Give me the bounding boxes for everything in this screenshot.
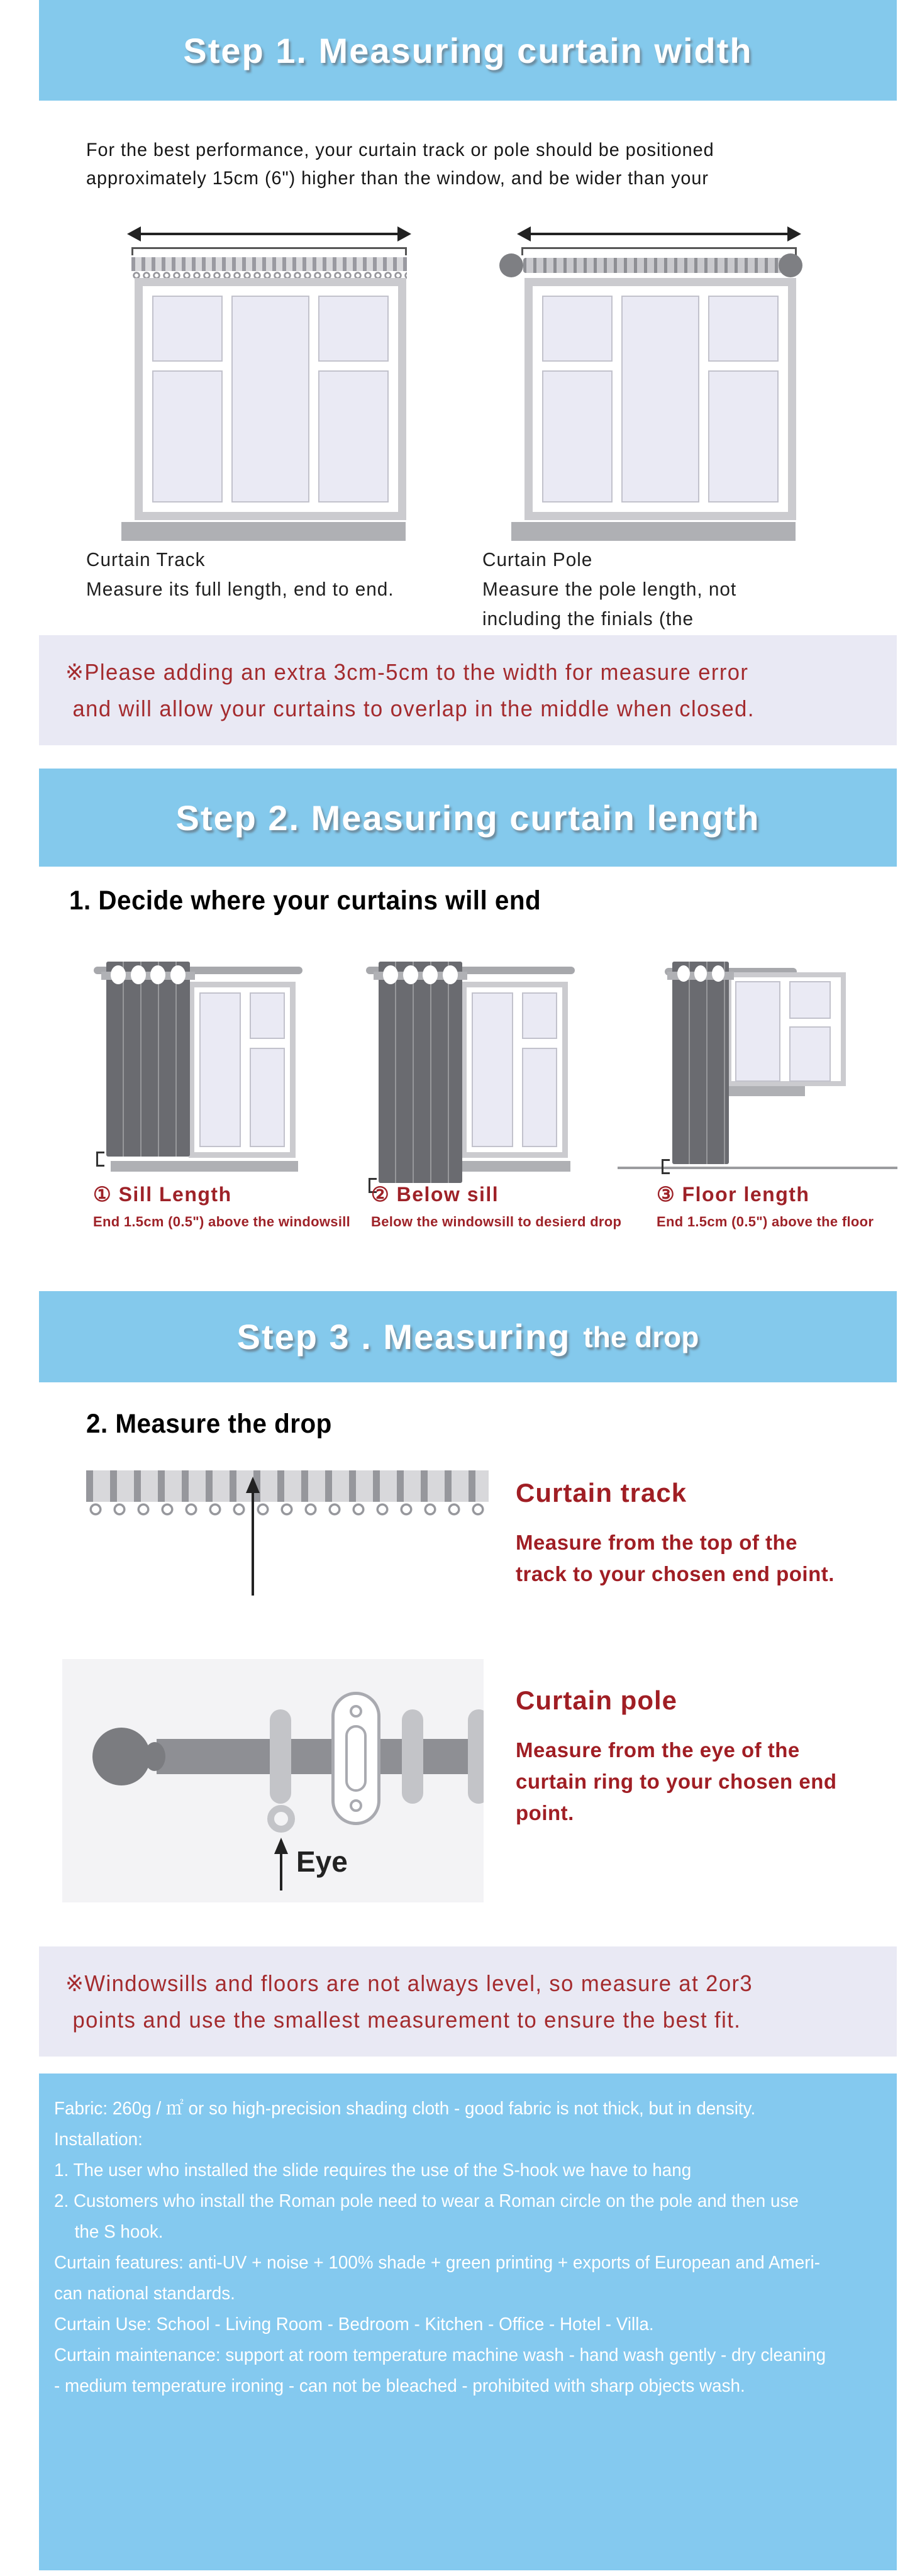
window-pane (318, 370, 389, 502)
window-pane (472, 992, 513, 1147)
curtain-ring (468, 1709, 484, 1804)
step2-heading: 1. Decide where your curtains will end (69, 886, 541, 916)
floor-length-caption (657, 1182, 874, 1230)
option-title: ③ Floor length (657, 1183, 810, 1206)
info-line: 2. Customers who install the Roman pole need to wear a Roman circle on the pole and then use (54, 2191, 799, 2211)
below-sill-diagram (363, 940, 634, 1179)
grommet (677, 965, 690, 982)
caption-line: including the finials (the (482, 608, 694, 630)
window-pane (250, 992, 285, 1039)
info-line: Curtain maintenance: support at room temperature machine wash - hand wash gently - dry cleaning (54, 2345, 826, 2365)
window-pane (621, 296, 699, 502)
pole-finial-left (499, 253, 523, 277)
grommet (694, 965, 707, 982)
window-illustration (135, 278, 406, 520)
grommet-row (106, 965, 190, 984)
caption-title: Curtain Track (86, 548, 206, 570)
pole-bar (157, 1739, 484, 1774)
window-illustration (461, 982, 568, 1158)
window-pane (318, 296, 389, 362)
step1-banner-title: Step 1. Measuring curtain width (183, 30, 753, 70)
step3-banner (39, 1291, 897, 1382)
wall-bracket (331, 1692, 380, 1825)
floor-line (618, 1167, 897, 1169)
window-pane (708, 296, 779, 362)
step3-heading: 2. Measure the drop (86, 1409, 332, 1439)
window-illustration (726, 972, 846, 1086)
note-line: and will allow your curtains to overlap in the middle when closed. (72, 695, 755, 721)
window-pane (152, 370, 223, 502)
option-title: ② Below sill (371, 1183, 499, 1206)
curtain-track-instructions (516, 1478, 835, 1590)
step1-banner (39, 0, 897, 101)
step2-banner-title: Step 2. Measuring curtain length (175, 797, 760, 838)
double-arrow-icon (130, 233, 409, 235)
pole-body (516, 1735, 837, 1829)
curtain (379, 962, 462, 1183)
grommet (423, 965, 438, 984)
window-illustration (524, 278, 796, 520)
note-line: ※Windowsills and floors are not always level, so measure at 2or3 (65, 1970, 753, 1996)
window-pane (708, 370, 779, 502)
info-line: Curtain features: anti-UV + noise + 100% shade + green printing + exports of European and Ameri- (54, 2253, 820, 2273)
grommet (383, 965, 398, 984)
caption-title: Curtain Pole (482, 548, 593, 570)
grommet (403, 965, 418, 984)
level-measure-note (39, 1946, 897, 2057)
caption-line: Measure the pole length, not (482, 578, 737, 600)
track-line: Measure from the top of the (516, 1531, 798, 1554)
ring-eye (267, 1805, 295, 1833)
step1-intro-text (86, 136, 740, 192)
info-line: Fabric: 260g / ㎡ or so high-precision shading cloth - good fabric is not thick, but in density. (54, 2099, 756, 2119)
step3-banner-title: Step 3 . Measuring (236, 1317, 571, 1357)
measurement-bracket (521, 247, 797, 255)
curtain-pole-illustration (62, 1659, 484, 1902)
pole-line: curtain ring to your chosen end (516, 1770, 837, 1793)
eye-label: Eye (296, 1845, 348, 1878)
window-pane (789, 1026, 831, 1082)
pole-title: Curtain pole (516, 1685, 678, 1715)
windowsill (121, 522, 406, 541)
grommet (712, 965, 724, 982)
intro-line: approximately 15cm (6") higher than the window, and be wider than your (86, 168, 709, 189)
window-illustration (189, 982, 296, 1158)
bracket-screw (350, 1799, 362, 1812)
up-arrow-icon (252, 1479, 254, 1596)
grommet-row (379, 965, 462, 984)
window-pane (250, 1048, 285, 1147)
info-line: Installation: (54, 2129, 143, 2150)
curtain-pole-bar (523, 258, 797, 273)
curtain-pole-window-diagram (491, 208, 811, 544)
window-pane (542, 296, 613, 362)
sill-length-diagram (91, 940, 362, 1179)
track-line: track to your chosen end point. (516, 1562, 835, 1585)
curtain-track-caption (86, 545, 407, 604)
curtain-track-window-diagram (101, 208, 421, 544)
intro-line: For the best performance, your curtain track or pole should be positioned (86, 140, 714, 160)
grommet (111, 965, 126, 984)
info-line: 1. The user who installed the slide requires the use of the S-hook we have to hang (54, 2160, 692, 2180)
measure-end-mark (662, 1159, 670, 1174)
grommet (170, 965, 186, 984)
width-measure-note (39, 635, 897, 745)
window-pane (231, 296, 309, 502)
note-line: points and use the smallest measurement to ensure the best fit. (72, 2006, 741, 2033)
window-pane (522, 992, 557, 1039)
below-sill-caption (371, 1182, 621, 1230)
curtain (672, 962, 729, 1164)
floor-length-diagram (654, 940, 910, 1179)
grommet-row (672, 965, 729, 982)
track-title: Curtain track (516, 1478, 687, 1507)
info-line: the S hook. (74, 2222, 164, 2242)
step3-banner-subtitle: the drop (583, 1320, 699, 1353)
curtain-track-bar (131, 257, 407, 271)
window-pane (152, 296, 223, 362)
track-body (516, 1527, 835, 1590)
info-line: Curtain Use: School - Living Room - Bedroom - Kitchen - Office - Hotel - Villa. (54, 2314, 654, 2334)
grommet (443, 965, 458, 984)
info-line: - medium temperature ironing - can not be bleached - prohibited with sharp objects wash. (54, 2376, 745, 2396)
curtain-track-illustration (86, 1470, 489, 1502)
grommet (131, 965, 146, 984)
curtain-pole-caption (482, 545, 747, 633)
option-desc: End 1.5cm (0.5") above the windowsill (93, 1214, 351, 1230)
measurement-bracket (131, 247, 407, 255)
curtain-ring (270, 1709, 291, 1804)
sill-length-caption (93, 1182, 350, 1230)
bracket-slot (345, 1725, 367, 1792)
pole-line: Measure from the eye of the (516, 1738, 800, 1762)
product-info-panel (39, 2074, 897, 2570)
note-line: ※Please adding an extra 3cm-5cm to the width for measure error (65, 658, 749, 685)
caption-line: Measure its full length, end to end. (86, 578, 394, 600)
pole-finial-ball (92, 1728, 150, 1785)
pole-finial-neck (144, 1742, 165, 1771)
curtain-pole-instructions (516, 1685, 837, 1829)
measure-end-mark (96, 1152, 104, 1167)
step2-banner (39, 769, 897, 867)
info-line: can national standards. (54, 2284, 235, 2304)
option-desc: Below the windowsill to desierd drop (371, 1214, 622, 1230)
window-pane (735, 981, 780, 1082)
window-pane (789, 981, 831, 1019)
window-pane (542, 370, 613, 502)
grommet (150, 965, 165, 984)
pole-line: point. (516, 1801, 574, 1824)
windowsill (511, 522, 796, 541)
windowsill (111, 1161, 298, 1172)
double-arrow-icon (519, 233, 799, 235)
curtain (106, 962, 190, 1157)
option-title: ① Sill Length (93, 1183, 232, 1206)
windowsill (719, 1086, 805, 1096)
up-arrow-icon (280, 1840, 282, 1890)
bracket-screw (350, 1705, 362, 1718)
window-pane (522, 1048, 557, 1147)
curtain-ring (402, 1709, 423, 1804)
pole-finial-right (779, 253, 802, 277)
option-desc: End 1.5cm (0.5") above the floor (657, 1214, 874, 1230)
track-glider-hooks (86, 1502, 489, 1518)
window-pane (199, 992, 241, 1147)
